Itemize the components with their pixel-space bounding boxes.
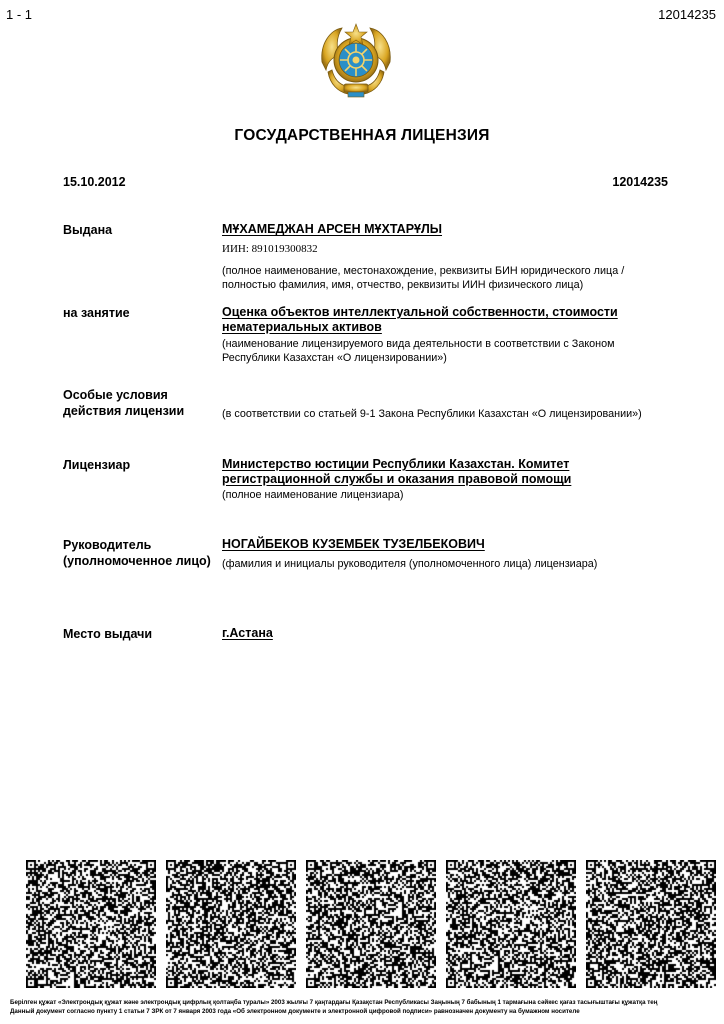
head-label-1: Руководитель [63,538,152,552]
2d-barcode-icon [446,860,576,988]
2d-barcode-icon [26,860,156,988]
activity-value-2: нематериальных активов [222,320,382,334]
2d-barcode-icon [166,860,296,988]
place-value: г.Астана [222,626,273,640]
kazakhstan-emblem-icon [318,22,394,100]
licensor-note: (полное наименование лицензиара) [222,489,404,501]
issued-to-note-1: (полное наименование, местонахождение, реквизиты БИН юридического лица / [222,265,625,277]
footer-russian: Данный документ согласно пункту 1 статьи 7 ЗРК от 7 января 2003 года «Об электронном документе и электронной цифровой подписи» равнозначен документу на бумажном носителе [10,1008,580,1015]
footer-kazakh: Берілген құжат «Электрондық құжат және электрондық цифрлық қолтаңба туралы» 2003 жылғы 7 қаңтардағы Қазақстан Республикасы Заңының 7 бабының 1 тармағына сәйкес қағаз тасығыштағы құжатқа тең [10,999,658,1006]
issue-date: 15.10.2012 [63,175,126,189]
licensor-value-1: Министерство юстиции Республики Казахстан. Комитет [222,457,570,471]
licensee-iin: ИИН: 891019300832 [222,243,318,255]
document-id-top: 12014235 [658,7,716,22]
2d-barcode-icon [306,860,436,988]
head-label-2: (уполномоченное лицо) [63,554,211,568]
place-label: Место выдачи [63,627,153,641]
activity-label: на занятие [63,306,130,320]
conditions-label-1: Особые условия [63,388,168,402]
license-number: 12014235 [612,175,668,189]
conditions-note: (в соответствии со статьей 9-1 Закона Республики Казахстан «О лицензировании») [222,408,642,420]
page-counter: 1 - 1 [6,7,33,22]
conditions-label-2: действия лицензии [63,404,185,418]
issued-to-note-2: полностью фамилия, имя, отчество, реквизиты ИИН физического лица) [222,279,584,291]
activity-note-1: (наименование лицензируемого вида деятельности в соответствии с Законом [222,338,615,350]
head-note: (фамилия и инициалы руководителя (уполномоченного лица) лицензиара) [222,558,598,570]
activity-note-2: Республики Казахстан «О лицензировании») [222,352,447,364]
activity-value-1: Оценка объектов интеллектуальной собственности, стоимости [222,305,618,319]
document-title: ГОСУДАРСТВЕННАЯ ЛИЦЕНЗИЯ [234,127,490,144]
head-name: НОГАЙБЕКОВ КУЗЕМБЕК ТУЗЕЛБЕКОВИЧ [222,537,485,551]
licensor-label: Лицензиар [63,458,131,472]
licensor-value-2: регистрационной службы и оказания правовой помощи [222,472,572,486]
2d-barcode-icon [586,860,716,988]
licensee-name: МҰХАМЕДЖАН АРСЕН МҰХТАРҰЛЫ [222,222,443,236]
issued-to-label: Выдана [63,223,113,237]
